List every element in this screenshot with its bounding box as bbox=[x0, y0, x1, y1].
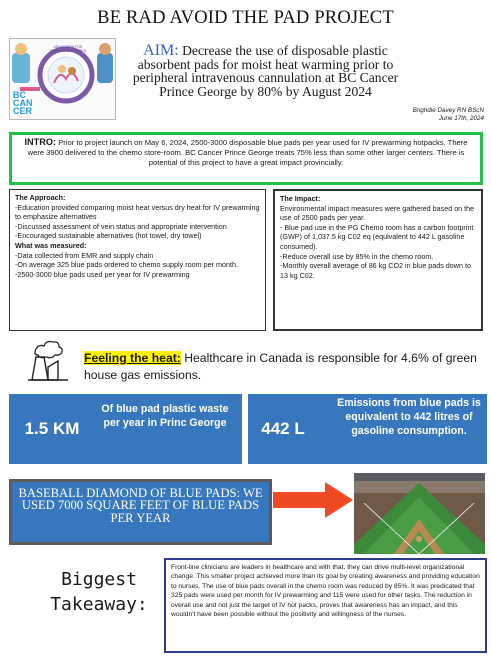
impact-line: -Monthly overall average of 86 kg CO2 in blue pads down to 13 kg C02. bbox=[280, 261, 471, 280]
impact-line: - Blue pad use in the PG Chemo room has a carbon footprint (GWP) of 1,037.5 kg C02 eq (equivalent to 442 L gasoline consumed). bbox=[280, 222, 474, 251]
baseball-field-image bbox=[354, 473, 485, 554]
measured-line: -Data collected from EMR and supply chain bbox=[15, 250, 154, 260]
impact-heading: The Impact: bbox=[280, 194, 321, 203]
aim-label: AIM: bbox=[143, 42, 179, 59]
arrow-right-icon bbox=[273, 482, 353, 518]
measured-line: -2500-3000 blue pads used per year for IV prewarming bbox=[15, 269, 190, 279]
intro-box bbox=[9, 132, 483, 185]
measured-line: -On average 325 blue pads ordered to chemo supply room per month. bbox=[15, 260, 238, 270]
stat-description: Of blue pad plastic waste per year in Princ George bbox=[101, 403, 229, 429]
poster-title: BE RAD AVOID THE PAD PROJECT bbox=[97, 8, 394, 28]
biggest-takeaway-heading bbox=[24, 567, 174, 617]
approach-heading: The Approach: bbox=[15, 193, 66, 202]
impact-line: -Reduce overall use by 85% in the chemo room. bbox=[280, 251, 434, 261]
logo-bc: BC bbox=[13, 90, 26, 100]
stat-card-emissions bbox=[248, 394, 487, 464]
impact-line: Environmental impact measures were gathered based on the use of 2500 pads per year. bbox=[280, 203, 475, 223]
logo-ring-text: ADVOCATES FOR NURSING HOT PACKS bbox=[50, 45, 86, 53]
stat-card-plastic bbox=[9, 394, 242, 464]
intro-label: INTRO: bbox=[24, 137, 57, 147]
heat-label: Feeling the heat: bbox=[84, 351, 181, 365]
stat-description: Emissions from blue pads is equivalent to 442 litres of gasoline consumption. bbox=[337, 397, 481, 437]
baseball-diamond-banner: BASEBALL DIAMOND OF BLUE PADS: WE USED 7000 SQUARE FEET OF BLUE PADS PER YEAR bbox=[9, 479, 272, 545]
logo-cer: CER bbox=[13, 106, 33, 116]
stat-value: 442 L bbox=[261, 419, 305, 438]
author-name: Brighdie Davey RN BScN bbox=[412, 107, 484, 114]
measured-heading: What was measured: bbox=[15, 240, 87, 250]
author-date: June 17th, 2024 bbox=[438, 115, 484, 122]
author-block bbox=[334, 107, 484, 123]
aim-statement bbox=[123, 44, 408, 98]
impact-box bbox=[273, 189, 483, 331]
takeaway-line: Takeaway: bbox=[50, 594, 148, 615]
takeaway-text-box: Front-line clinicians are leaders in healthcare and with that, they can drive multi-level organizational change. This smaller project achieved more than its goal by creating awareness and providing education to nurses. The use of blue pads overall in the chemo room was reduced by 85%. It was predicated that 325 pads were used per month for IV prewarming and 115 were used for other tasks. The reduction in overall use and not just the target of IV hot packs, proves that awareness has an impact, and this wouldn't have been possible without the positivity and willingness of the nurses. bbox=[164, 558, 487, 653]
approach-line: -Education provided comparing moist heat versus dry heat for IV prewarming to emphasize alternatives bbox=[15, 202, 260, 222]
factory-icon bbox=[26, 339, 70, 381]
bc-cancer-logo bbox=[9, 38, 116, 120]
approach-box bbox=[9, 189, 266, 331]
logo-can: CAN bbox=[13, 98, 33, 108]
stat-value: 1.5 KM bbox=[24, 419, 80, 438]
takeaway-line: Biggest bbox=[61, 569, 137, 590]
aim-text: Decrease the use of disposable plastic absorbent pads for moist heat warming prior to peripheral intravenous cannulation at BC Cancer Prince George by 80% by August 2024 bbox=[132, 43, 399, 99]
intro-text: Prior to project launch on May 6, 2024, 2500-3000 disposable blue pads per year used for IV prewarming hotpacks. There were 3900 delivered to the chemo store-room. BC Cancer Prince George treats 75% less than some other larger centers. There is potential of this project to have a great impact provincially. bbox=[27, 138, 468, 167]
approach-line: -Discussed assessment of vein status and appropriate intervention bbox=[15, 221, 227, 231]
approach-line: -Encouraged sustainable alternatives (hot towel, dry towel) bbox=[15, 231, 202, 241]
heat-text: Healthcare in Canada is responsible for 4.6% of green house gas emissions. bbox=[84, 351, 477, 382]
feeling-the-heat bbox=[84, 350, 484, 384]
